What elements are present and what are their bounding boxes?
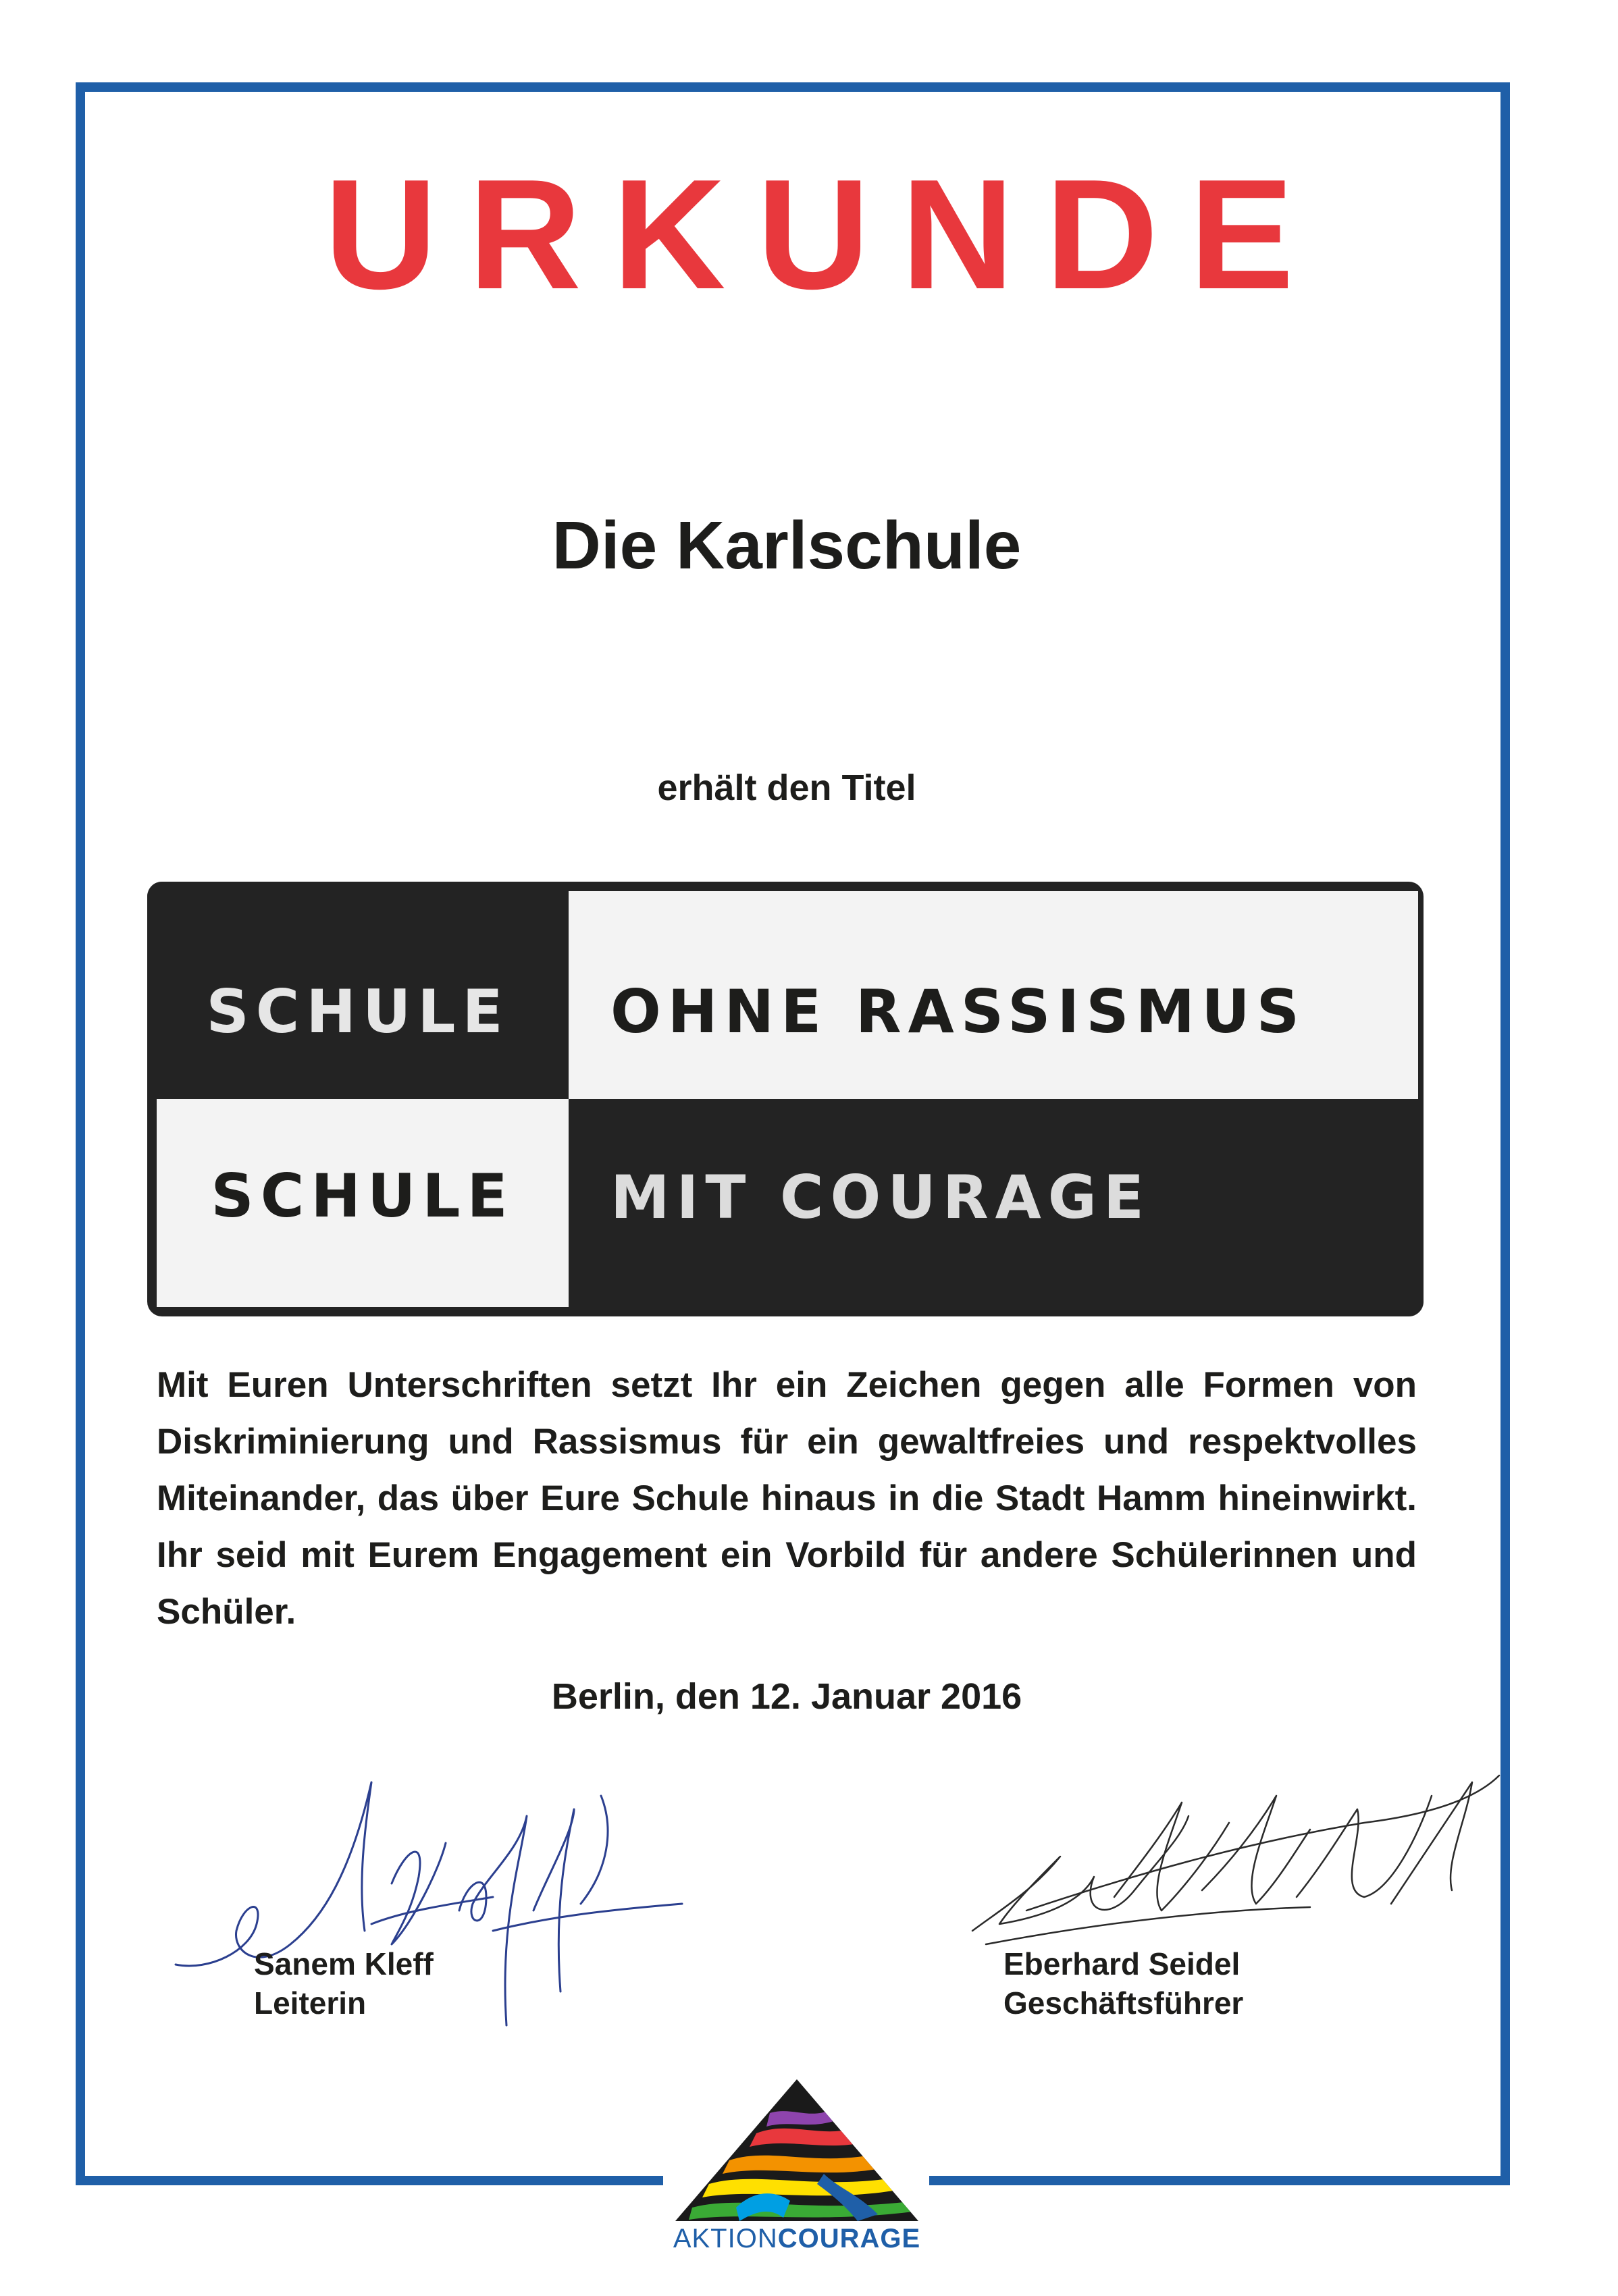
logo-top-right-text: OHNE RASSISMUS bbox=[569, 891, 1418, 1099]
signatory-left-role: Leiterin bbox=[254, 1985, 367, 2021]
signatory-right-role: Geschäftsführer bbox=[1003, 1985, 1244, 2021]
program-title-logo bbox=[147, 882, 1424, 1316]
organization-name-part1: AKTION bbox=[673, 2224, 778, 2253]
signatory-left-name: Sanem Kleff bbox=[254, 1946, 434, 1981]
logo-bottom-left-text: SCHULE bbox=[157, 1099, 569, 1307]
logo-bottom-right-text: MIT COURAGE bbox=[569, 1099, 1424, 1316]
certificate-body-text: Mit Euren Unterschriften setzt Ihr ein Zeichen gegen alle Formen von Diskriminierung und Rassismus für ein gewaltfreies und respektvolles Miteinander, das über Eure Schule hinaus in die Stadt Hamm hineinwirkt. Ihr seid mit Eurem Engagement ein Vorbild für andere Schülerinnen und Schüler. bbox=[157, 1365, 1417, 1632]
logo-top-left-text: SCHULE bbox=[147, 882, 569, 1099]
signature-right bbox=[959, 1755, 1513, 1971]
organization-name-part2: COURAGE bbox=[777, 2224, 921, 2253]
frame-border-top bbox=[76, 82, 1510, 92]
certificate-title: URKUNDE bbox=[324, 147, 1325, 322]
place-and-date: Berlin, den 12. Januar 2016 bbox=[551, 1676, 1022, 1717]
signatory-right bbox=[1003, 1944, 1243, 2023]
award-phrase: erhält den Titel bbox=[657, 768, 916, 808]
organization-name bbox=[648, 2225, 945, 2252]
recipient-name: Die Karlschule bbox=[552, 508, 1022, 583]
signatory-left bbox=[254, 1944, 434, 2023]
signatory-right-name: Eberhard Seidel bbox=[1003, 1946, 1241, 1981]
frame-border-left bbox=[76, 82, 85, 2185]
frame-border-bottom-right bbox=[929, 2176, 1510, 2185]
frame-border-bottom-left bbox=[76, 2176, 663, 2185]
